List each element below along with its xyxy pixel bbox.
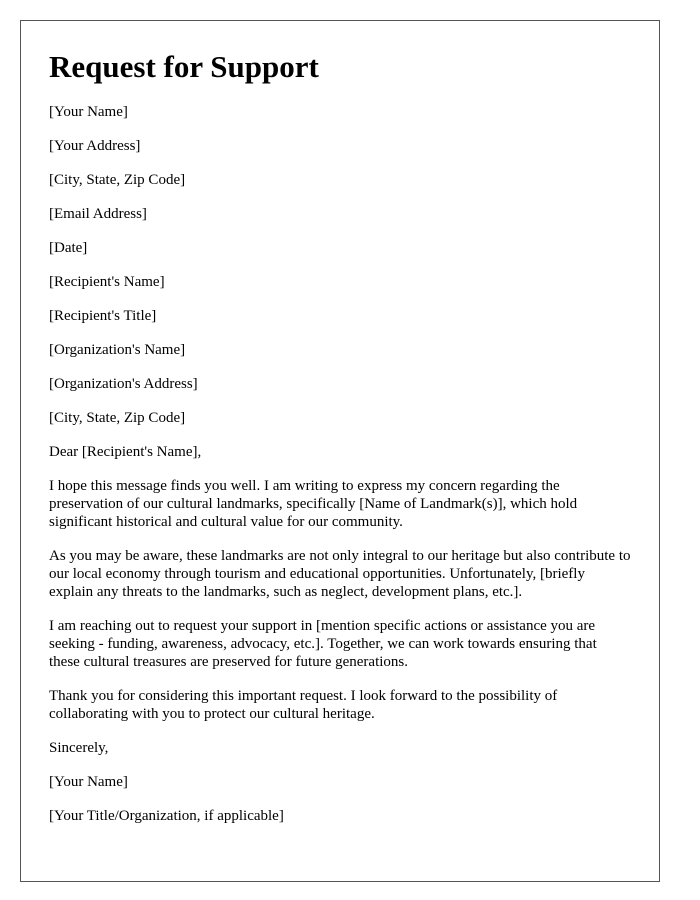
sender-city-state-zip: [City, State, Zip Code] (49, 172, 186, 188)
recipient-name: [Recipient's Name] (49, 274, 165, 290)
signature-name: [Your Name] (49, 774, 128, 790)
recipient-city-state-zip: [City, State, Zip Code] (49, 410, 186, 426)
recipient-title: [Recipient's Title] (49, 308, 157, 324)
letter-title: Request for Support (49, 49, 319, 84)
body-paragraph-4: Thank you for considering this important request. I look forward to the possibility of collaborating with you to protect our cultural heritage. (49, 688, 558, 722)
body-paragraph-3: I am reaching out to request your support in [mention specific actions or assistance you are seeking - funding, awareness, advocacy, etc.]. Together, we can work towards ensuring that these cultural treasures are preserved for future generations. (49, 618, 597, 670)
body-paragraph-2: As you may be aware, these landmarks are not only integral to our heritage but also contribute to our local economy through tourism and educational opportunities. Unfortunately, [briefly explain any threats to the landmarks, such as neglect, development plans, etc.]. (49, 548, 631, 600)
body-paragraph-1: I hope this message finds you well. I am writing to express my concern regarding the preservation of our cultural landmarks, specifically [Name of Landmark(s)], which hold significant historical and cultural value for our community. (49, 478, 578, 530)
closing: Sincerely, (49, 740, 109, 756)
recipient-org-address: [Organization's Address] (49, 376, 198, 392)
letter-date: [Date] (49, 240, 88, 256)
recipient-organization: [Organization's Name] (49, 342, 186, 358)
sender-address: [Your Address] (49, 138, 141, 154)
signature-title-org: [Your Title/Organization, if applicable] (49, 808, 284, 824)
letter-page (20, 20, 660, 882)
sender-email: [Email Address] (49, 206, 147, 222)
sender-name: [Your Name] (49, 104, 128, 120)
salutation: Dear [Recipient's Name], (49, 444, 202, 460)
